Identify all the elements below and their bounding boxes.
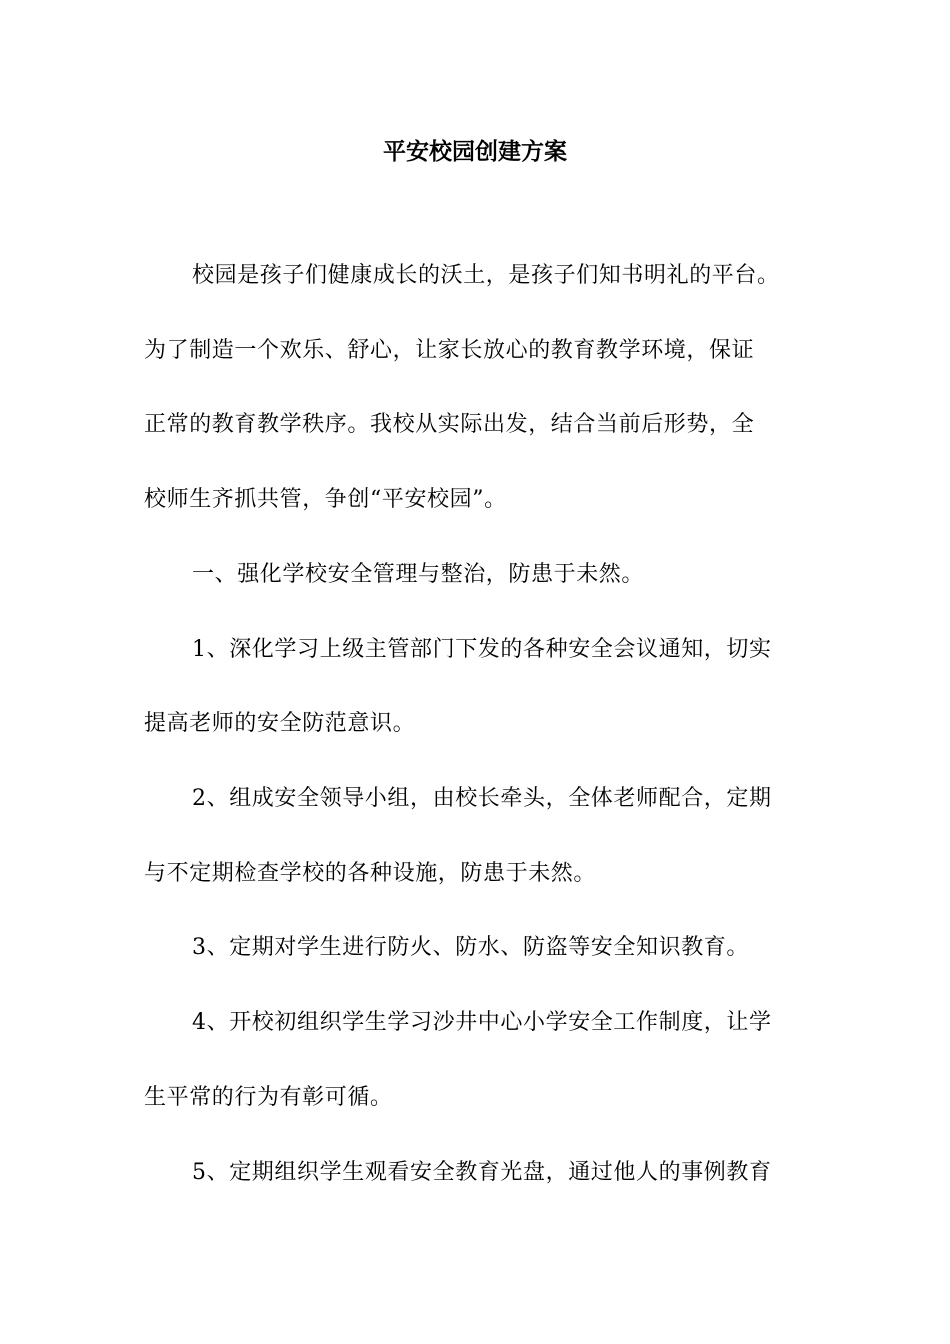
list-item-2-line-1: 2、组成安全领导小组，由校长牵头，全体老师配合，定期 — [192, 786, 772, 811]
list-item-4-line-1: 4、开校初组织学生学习沙井中心小学安全工作制度，让学 — [192, 1010, 772, 1035]
paragraph-line-2: 为了制造一个欢乐、舒心，让家长放心的教育教学环境，保证 — [144, 338, 755, 363]
document-title: 平安校园创建方案 — [383, 138, 567, 165]
list-item-1-line-1: 1、深化学习上级主管部门下发的各种安全会议通知，切实 — [192, 637, 772, 662]
section-heading-1: 一、强化学校安全管理与整治，防患于未然。 — [192, 562, 645, 587]
list-item-5-line-1: 5、定期组织学生观看安全教育光盘，通过他人的事例教育 — [192, 1160, 772, 1185]
paragraph-line-1: 校园是孩子们健康成长的沃土，是孩子们知书明礼的平台。 — [192, 263, 780, 288]
list-item-1-line-2: 提高老师的安全防范意识。 — [144, 711, 416, 736]
paragraph-line-4: 校师生齐抓共管，争创“平安校园”。 — [144, 487, 507, 512]
list-item-4-line-2: 生平常的行为有彰可循。 — [144, 1085, 393, 1110]
paragraph-line-3: 正常的教育教学秩序。我校从实际出发，结合当前后形势，全 — [144, 412, 755, 437]
list-item-2-line-2: 与不定期检查学校的各种设施，防患于未然。 — [144, 861, 597, 886]
list-item-3-line-1: 3、定期对学生进行防火、防水、防盗等安全知识教育。 — [192, 935, 749, 960]
